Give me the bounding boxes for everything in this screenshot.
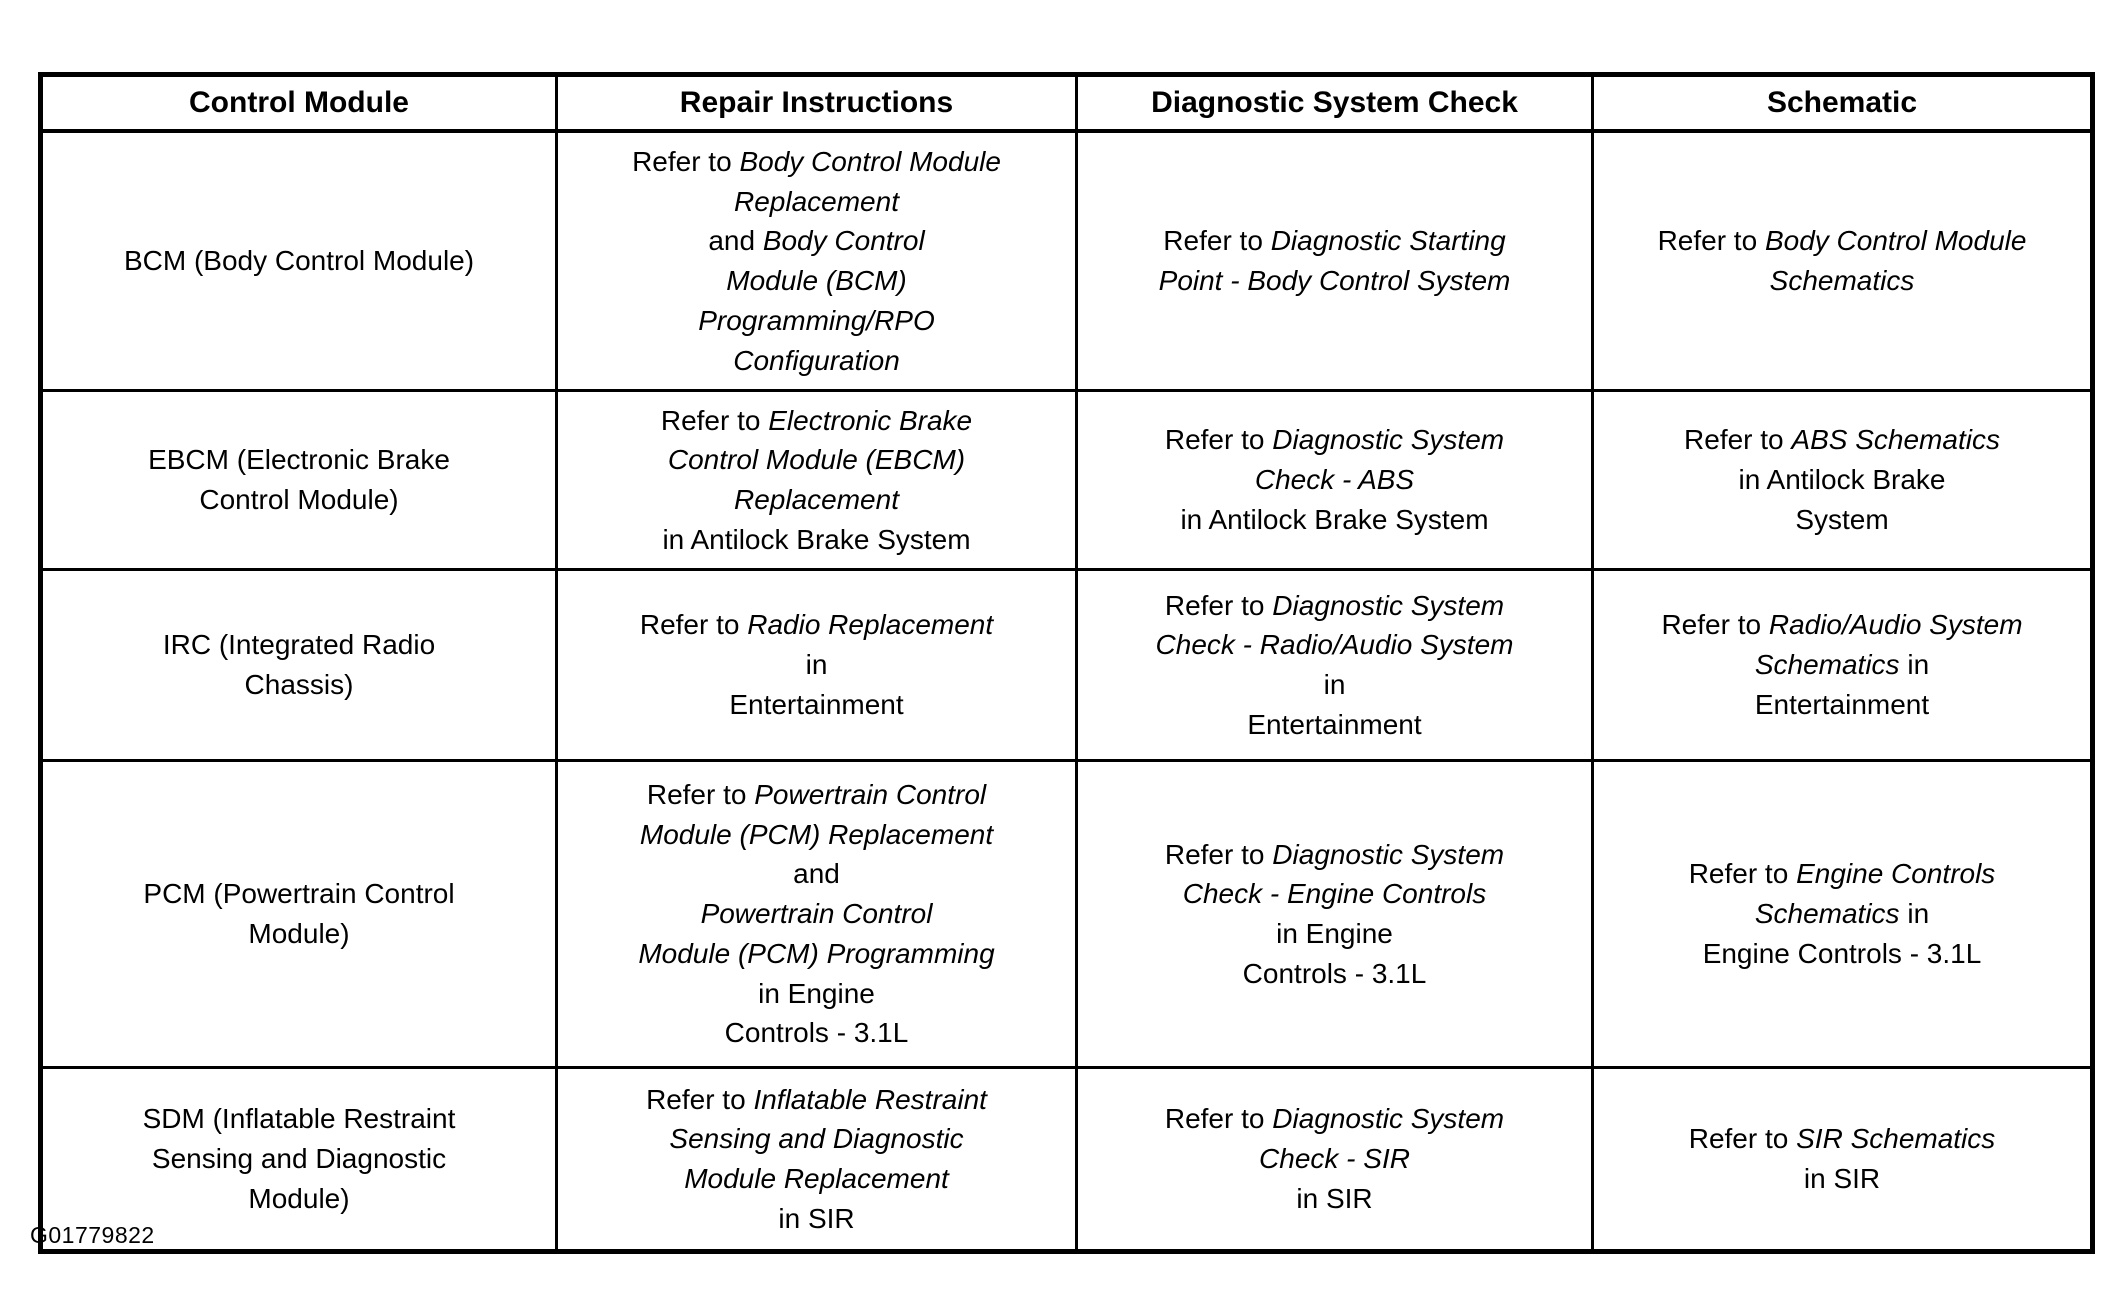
- table-row: [41, 761, 2093, 1068]
- table-row: [41, 131, 2093, 391]
- cell-line: BCM (Body Control Module): [123, 245, 475, 277]
- cell-line: Refer to Inflatable Restraint: [646, 1083, 987, 1115]
- cell-line: in Antilock Brake: [1738, 464, 1946, 496]
- cell-line: Refer to Diagnostic System: [1164, 589, 1505, 621]
- cell-line: Refer to Radio/Audio System: [1661, 609, 2023, 641]
- cell-line: Configuration: [733, 344, 900, 376]
- cell-line: Module): [248, 918, 350, 949]
- column-header-repair-instructions: Repair Instructions: [557, 75, 1077, 132]
- cell-diagnostic-system-check: [1077, 131, 1593, 391]
- cell-schematic: [1593, 1068, 2093, 1252]
- cell-line: Replacement: [734, 484, 899, 515]
- cell-line: Refer to Diagnostic System: [1164, 838, 1505, 870]
- cell-line: Control Module (EBCM): [667, 444, 966, 476]
- cell-line: Refer to Radio Replacement: [639, 609, 994, 641]
- table-header-row: [41, 75, 2093, 132]
- cell-line: System: [1795, 503, 1889, 535]
- cell-line: Engine Controls - 3.1L: [1702, 937, 1982, 969]
- cell-line: and Body Control: [708, 225, 925, 257]
- column-header-schematic: Schematic: [1593, 75, 2093, 132]
- table-body: [41, 131, 2093, 1252]
- cell-schematic: [1593, 570, 2093, 761]
- cell-control-module: [41, 131, 557, 391]
- cell-line: Entertainment: [1247, 708, 1422, 740]
- cell-line: SDM (Inflatable Restraint: [142, 1103, 456, 1135]
- cell-line: Powertrain Control: [700, 898, 933, 930]
- cell-line: in Engine: [758, 977, 875, 1009]
- cell-line: Point - Body Control System: [1158, 265, 1511, 296]
- cell-line: Refer to Engine Controls: [1688, 858, 1996, 890]
- cell-line: IRC (Integrated Radio: [162, 629, 436, 661]
- cell-line: EBCM (Electronic Brake: [148, 444, 450, 476]
- cell-line: Check - ABS: [1254, 464, 1415, 496]
- cell-line: Check - Radio/Audio System: [1155, 629, 1514, 661]
- cell-diagnostic-system-check: [1077, 761, 1593, 1068]
- cell-line: in Engine: [1276, 918, 1393, 949]
- cell-diagnostic-system-check: [1077, 1068, 1593, 1252]
- cell-line: Schematics: [1769, 265, 1915, 296]
- table-row: [41, 570, 2093, 761]
- cell-line: Refer to Electronic Brake: [660, 404, 973, 436]
- cell-line: Refer to Diagnostic System: [1164, 424, 1505, 456]
- cell-line: Module Replacement: [684, 1163, 949, 1194]
- cell-line: Schematics in: [1754, 898, 1930, 930]
- cell-line: Programming/RPO: [698, 304, 935, 336]
- cell-line: Refer to Powertrain Control: [646, 778, 987, 810]
- cell-repair-instructions: [557, 761, 1077, 1068]
- cell-diagnostic-system-check: [1077, 570, 1593, 761]
- cell-schematic: [1593, 131, 2093, 391]
- cell-line: and: [793, 858, 840, 890]
- cell-line: in: [1323, 669, 1346, 700]
- cell-line: Chassis): [244, 669, 354, 700]
- cell-line: Entertainment: [1754, 688, 1930, 720]
- cell-line: Check - SIR: [1259, 1143, 1410, 1175]
- control-module-table: [38, 72, 2095, 1254]
- cell-line: Sensing and Diagnostic: [151, 1143, 447, 1175]
- cell-line: Refer to Body Control Module: [1657, 225, 2027, 257]
- cell-line: in Antilock Brake System: [1180, 503, 1489, 535]
- cell-line: Module (PCM) Replacement: [639, 818, 994, 850]
- cell-line: Sensing and Diagnostic: [669, 1123, 964, 1155]
- cell-line: Check - Engine Controls: [1182, 878, 1487, 910]
- cell-schematic: [1593, 761, 2093, 1068]
- cell-repair-instructions: [557, 1068, 1077, 1252]
- cell-repair-instructions: [557, 570, 1077, 761]
- cell-line: Refer to ABS Schematics: [1684, 424, 2000, 456]
- cell-control-module: [41, 570, 557, 761]
- cell-line: in SIR: [1803, 1163, 1881, 1194]
- cell-line: Module (BCM): [726, 265, 907, 296]
- table-row: [41, 391, 2093, 570]
- cell-line: Controls - 3.1L: [1242, 957, 1427, 989]
- cell-repair-instructions: [557, 391, 1077, 570]
- cell-diagnostic-system-check: [1077, 391, 1593, 570]
- cell-line: Refer to Body Control Module: [632, 145, 1001, 177]
- cell-line: in Antilock Brake System: [662, 523, 971, 555]
- cell-line: Controls - 3.1L: [724, 1017, 909, 1049]
- cell-line: Replacement: [734, 185, 899, 217]
- cell-line: Control Module): [199, 484, 399, 515]
- cell-line: in SIR: [1296, 1182, 1373, 1214]
- cell-line: in: [805, 649, 828, 681]
- cell-line: Module): [248, 1182, 350, 1214]
- cell-line: Module (PCM) Programming: [638, 937, 995, 969]
- column-header-control-module: Control Module: [41, 75, 557, 132]
- column-header-diagnostic-system-check: Diagnostic System Check: [1077, 75, 1593, 132]
- cell-schematic: [1593, 391, 2093, 570]
- cell-line: Refer to Diagnostic System: [1164, 1103, 1505, 1135]
- cell-line: Schematics in: [1754, 649, 1930, 681]
- cell-line: in SIR: [778, 1202, 855, 1234]
- cell-control-module: [41, 761, 557, 1068]
- figure-id: G01779822: [30, 1222, 155, 1248]
- cell-control-module: [41, 391, 557, 570]
- cell-line: Entertainment: [729, 688, 904, 720]
- cell-line: Refer to SIR Schematics: [1688, 1123, 1996, 1155]
- table-row: [41, 1068, 2093, 1252]
- cell-line: PCM (Powertrain Control: [143, 878, 455, 910]
- cell-line: Refer to Diagnostic Starting: [1163, 225, 1506, 257]
- cell-repair-instructions: [557, 131, 1077, 391]
